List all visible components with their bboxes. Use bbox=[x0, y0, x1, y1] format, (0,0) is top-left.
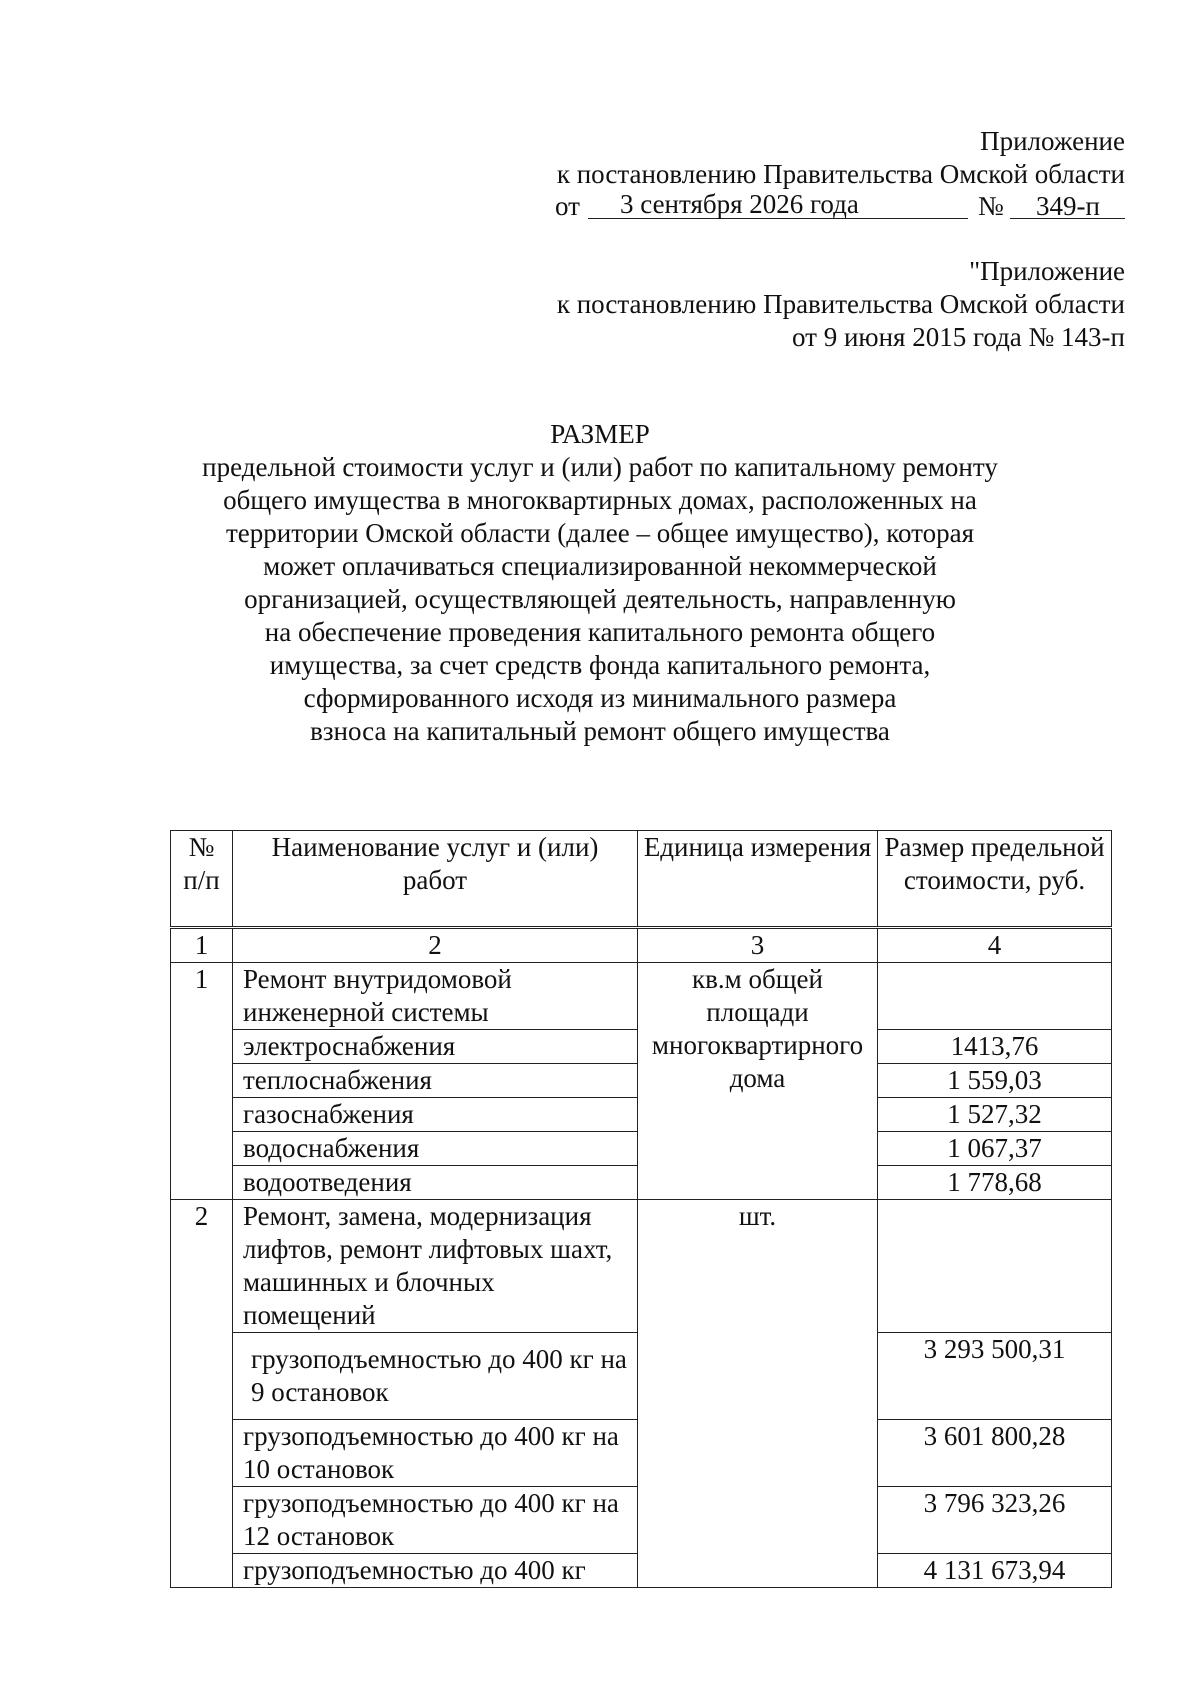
title-line: предельной стоимости услуг и (или) работ по капитальному ремонту bbox=[202, 452, 998, 482]
item-name: теплоснабжения bbox=[233, 1064, 638, 1098]
resolution-number: 349-п bbox=[1036, 191, 1100, 221]
cost-table bbox=[170, 830, 1112, 1588]
item-name: водоотведения bbox=[233, 1166, 638, 1200]
column-number: 3 bbox=[638, 928, 878, 963]
title-line: на обеспечение проведения капитального ремонта общего bbox=[264, 617, 936, 647]
header-num: № п/п bbox=[171, 831, 233, 928]
unit-cell: кв.м общей площади многоквартирного дома bbox=[638, 963, 878, 1200]
item-name: водоснабжения bbox=[233, 1132, 638, 1166]
item-cost: 4 131 673,94 bbox=[878, 1554, 1112, 1588]
item-name: грузоподъемностью до 400 кг на 12 остановок bbox=[233, 1487, 638, 1554]
item-cost: 1 067,37 bbox=[878, 1132, 1112, 1166]
item-cost: 1 778,68 bbox=[878, 1166, 1112, 1200]
title-line: территории Омской области (далее – общее имущество), которая bbox=[225, 518, 975, 548]
title-line: имущества, за счет средств фонда капитального ремонта, bbox=[269, 650, 931, 680]
prior-resolution-date: от 9 июня 2015 года № 143-п bbox=[792, 322, 1125, 352]
section-title: Ремонт внутридомовой инженерной системы bbox=[233, 963, 638, 1030]
table-row bbox=[171, 963, 1112, 1030]
resolution-label: к постановлению Правительства Омской области bbox=[556, 159, 1125, 189]
prior-resolution-label: к постановлению Правительства Омской области bbox=[556, 289, 1125, 319]
section-title: Ремонт, замена, модернизация лифтов, ремонт лифтовых шахт, машинных и блочных помещений bbox=[233, 1200, 638, 1333]
row-number: 1 bbox=[171, 963, 233, 1200]
table-header-row bbox=[171, 831, 1112, 928]
item-name: электроснабжения bbox=[233, 1030, 638, 1064]
resolution-date: 3 сентября 2026 года bbox=[620, 189, 859, 219]
title-line: общего имущества в многоквартирных домах, расположенных на bbox=[223, 485, 977, 515]
title-line: может оплачиваться специализированной некоммерческой bbox=[263, 551, 937, 581]
header-name: Наименование услуг и (или) работ bbox=[233, 831, 638, 928]
item-cost: 1 559,03 bbox=[878, 1064, 1112, 1098]
item-name: грузоподъемностью до 400 кг на 10 остановок bbox=[233, 1420, 638, 1487]
unit-cell: шт. bbox=[638, 1200, 878, 1588]
item-name: грузоподъемностью до 400 кг на 9 остановок bbox=[233, 1333, 638, 1420]
row-number: 2 bbox=[171, 1200, 233, 1588]
item-cost: 3 601 800,28 bbox=[878, 1420, 1112, 1487]
column-number: 2 bbox=[233, 928, 638, 963]
item-cost: 3 796 323,26 bbox=[878, 1487, 1112, 1554]
prior-appendix-label: "Приложение bbox=[969, 256, 1125, 286]
document-heading: РАЗМЕР bbox=[550, 419, 650, 449]
title-line: организацией, осуществляющей деятельность, направленную bbox=[244, 584, 956, 614]
number-sign: № bbox=[978, 191, 1004, 221]
column-number-row bbox=[171, 928, 1112, 963]
header-cost: Размер предельной стоимости, руб. bbox=[878, 831, 1112, 928]
item-cost: 1413,76 bbox=[878, 1030, 1112, 1064]
item-cost: 1 527,32 bbox=[878, 1098, 1112, 1132]
item-name: газоснабжения bbox=[233, 1098, 638, 1132]
cost-cell-empty bbox=[878, 963, 1112, 1030]
header-unit: Единица измерения bbox=[638, 831, 878, 928]
title-line: взноса на капитальный ремонт общего имущества bbox=[310, 716, 890, 746]
item-name: грузоподъемностью до 400 кг bbox=[233, 1554, 638, 1588]
column-number: 1 bbox=[171, 928, 233, 963]
table-row bbox=[171, 1200, 1112, 1333]
appendix-label: Приложение bbox=[980, 126, 1125, 156]
cost-cell-empty bbox=[878, 1200, 1112, 1333]
title-line: сформированного исходя из минимального размера bbox=[303, 683, 897, 713]
column-number: 4 bbox=[878, 928, 1112, 963]
from-prefix: от bbox=[555, 191, 580, 221]
item-cost: 3 293 500,31 bbox=[878, 1333, 1112, 1420]
